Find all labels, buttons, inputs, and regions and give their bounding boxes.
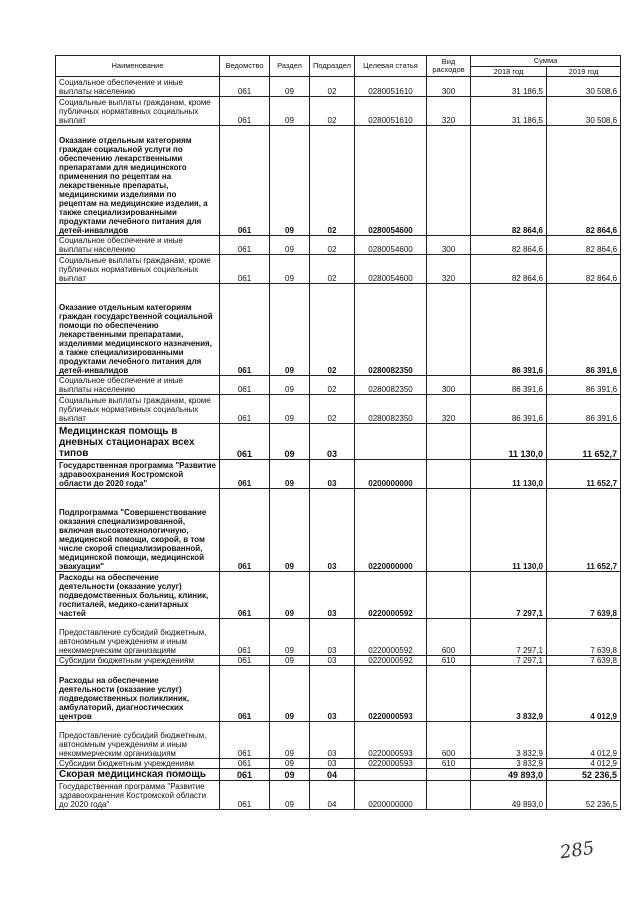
cell-subsection: 02 bbox=[310, 376, 355, 395]
cell-exp-type: 610 bbox=[427, 656, 471, 666]
cell-dept: 061 bbox=[220, 97, 270, 126]
cell-name: Оказание отдельным категориям граждан социальной услуги по обеспечению лекарственными препаратами для медицинского применения по рецептам на лекарственные препараты, медицинскими изделиями по рецептам на медицинские изделия, а также специализированными продуктами лечебного питания для детей-инвалидов bbox=[56, 126, 220, 236]
cell-name: Предоставление субсидий бюджетным, автономным учреждениям и иным некоммерческим организациям bbox=[56, 619, 220, 656]
cell-section: 09 bbox=[270, 572, 310, 619]
cell-target: 0280082350 bbox=[355, 284, 427, 376]
budget-table bbox=[55, 55, 621, 810]
table-row bbox=[56, 126, 621, 236]
cell-subsection: 04 bbox=[310, 769, 355, 781]
table-row bbox=[56, 666, 621, 722]
cell-exp-type bbox=[427, 424, 471, 460]
cell-target: 0220000000 bbox=[355, 489, 427, 572]
cell-section: 09 bbox=[270, 460, 310, 489]
cell-subsection: 03 bbox=[310, 666, 355, 722]
cell-name: Медицинская помощь в дневных стационарах всех типов bbox=[56, 424, 220, 460]
cell-sum-2019: 7 639,8 bbox=[547, 656, 621, 666]
cell-name: Социальное обеспечение и иные выплаты населению bbox=[56, 236, 220, 255]
table-row bbox=[56, 236, 621, 255]
header-section: Раздел bbox=[270, 56, 310, 77]
cell-subsection: 02 bbox=[310, 97, 355, 126]
cell-target: 0280082350 bbox=[355, 395, 427, 424]
cell-exp-type: 610 bbox=[427, 759, 471, 769]
table-row bbox=[56, 376, 621, 395]
cell-target: 0220000593 bbox=[355, 759, 427, 769]
cell-dept: 061 bbox=[220, 126, 270, 236]
cell-section: 09 bbox=[270, 666, 310, 722]
table-row bbox=[56, 424, 621, 460]
table-row bbox=[56, 656, 621, 666]
cell-name: Подпрограмма "Совершенствование оказания специализированной, включая высокотехнологичную, медицинской помощи, скорой, в том числе скорой специализированной, медицинской помощи, медицинской эвакуации" bbox=[56, 489, 220, 572]
cell-sum-2019: 4 012,9 bbox=[547, 759, 621, 769]
header-sum: Сумма bbox=[471, 56, 621, 67]
cell-subsection: 04 bbox=[310, 781, 355, 810]
cell-section: 09 bbox=[270, 781, 310, 810]
cell-subsection: 03 bbox=[310, 722, 355, 759]
cell-dept: 061 bbox=[220, 666, 270, 722]
cell-exp-type bbox=[427, 666, 471, 722]
cell-sum-2019: 30 508,6 bbox=[547, 77, 621, 97]
cell-dept: 061 bbox=[220, 284, 270, 376]
cell-section: 09 bbox=[270, 255, 310, 284]
cell-section: 09 bbox=[270, 376, 310, 395]
cell-section: 09 bbox=[270, 284, 310, 376]
header-subsection: Подраздел bbox=[310, 56, 355, 77]
cell-name: Социальные выплаты гражданам, кроме публичных нормативных социальных выплат bbox=[56, 255, 220, 284]
cell-sum-2018: 11 130,0 bbox=[471, 460, 547, 489]
table-row bbox=[56, 395, 621, 424]
cell-target: 0200000000 bbox=[355, 781, 427, 810]
cell-sum-2018: 3 832,9 bbox=[471, 666, 547, 722]
cell-name: Социальные выплаты гражданам, кроме публичных нормативных социальных выплат bbox=[56, 395, 220, 424]
header-dept: Ведомство bbox=[220, 56, 270, 77]
cell-sum-2019: 82 864,6 bbox=[547, 126, 621, 236]
table-row bbox=[56, 769, 621, 781]
cell-dept: 061 bbox=[220, 236, 270, 255]
header-name: Наименование bbox=[56, 56, 220, 77]
cell-exp-type: 300 bbox=[427, 236, 471, 255]
cell-dept: 061 bbox=[220, 424, 270, 460]
cell-target: 0280054600 bbox=[355, 126, 427, 236]
cell-section: 09 bbox=[270, 97, 310, 126]
cell-sum-2018: 7 297,1 bbox=[471, 656, 547, 666]
cell-sum-2019: 4 012,9 bbox=[547, 666, 621, 722]
cell-sum-2018: 86 391,6 bbox=[471, 395, 547, 424]
cell-sum-2018: 11 130,0 bbox=[471, 489, 547, 572]
cell-dept: 061 bbox=[220, 255, 270, 284]
cell-name: Государственная программа "Развитие здравоохранения Костромской области до 2020 года" bbox=[56, 460, 220, 489]
cell-name: Социальные выплаты гражданам, кроме публичных нормативных социальных выплат bbox=[56, 97, 220, 126]
cell-sum-2018: 3 832,9 bbox=[471, 759, 547, 769]
cell-target: 0220000593 bbox=[355, 666, 427, 722]
cell-target: 0220000592 bbox=[355, 619, 427, 656]
cell-sum-2019: 86 391,6 bbox=[547, 376, 621, 395]
table-row bbox=[56, 489, 621, 572]
cell-sum-2018: 31 186,5 bbox=[471, 77, 547, 97]
table-row bbox=[56, 759, 621, 769]
table-row bbox=[56, 77, 621, 97]
cell-name: Оказание отдельным категориям граждан государственной социальной помощи по обеспечению лекарственными препаратами, изделиями медицинского назначения, а также специализированными продуктами лечебного питания для детей-инвалидов bbox=[56, 284, 220, 376]
cell-sum-2019: 4 012,9 bbox=[547, 722, 621, 759]
cell-target: 0280054600 bbox=[355, 255, 427, 284]
cell-sum-2019: 11 652,7 bbox=[547, 424, 621, 460]
cell-dept: 061 bbox=[220, 460, 270, 489]
header-year-2018: 2018 год bbox=[471, 67, 547, 77]
cell-subsection: 03 bbox=[310, 460, 355, 489]
cell-sum-2019: 82 864,6 bbox=[547, 236, 621, 255]
cell-sum-2018: 82 864,6 bbox=[471, 255, 547, 284]
cell-exp-type bbox=[427, 284, 471, 376]
cell-subsection: 02 bbox=[310, 395, 355, 424]
cell-name: Расходы на обеспечение деятельности (оказание услуг) подведомственных поликлиник, амбулаторий, диагностических центров bbox=[56, 666, 220, 722]
cell-section: 09 bbox=[270, 722, 310, 759]
budget-table-sheet bbox=[55, 55, 620, 810]
cell-exp-type bbox=[427, 781, 471, 810]
cell-target: 0280051610 bbox=[355, 97, 427, 126]
cell-dept: 061 bbox=[220, 376, 270, 395]
cell-section: 09 bbox=[270, 769, 310, 781]
cell-exp-type: 600 bbox=[427, 722, 471, 759]
cell-sum-2019: 52 236,5 bbox=[547, 781, 621, 810]
table-row bbox=[56, 572, 621, 619]
cell-sum-2018: 31 186,5 bbox=[471, 97, 547, 126]
cell-sum-2019: 86 391,6 bbox=[547, 284, 621, 376]
cell-sum-2019: 52 236,5 bbox=[547, 769, 621, 781]
cell-dept: 061 bbox=[220, 77, 270, 97]
cell-subsection: 02 bbox=[310, 77, 355, 97]
cell-section: 09 bbox=[270, 77, 310, 97]
cell-sum-2018: 82 864,6 bbox=[471, 236, 547, 255]
cell-subsection: 03 bbox=[310, 656, 355, 666]
cell-sum-2018: 49 893,0 bbox=[471, 781, 547, 810]
cell-section: 09 bbox=[270, 236, 310, 255]
header-year-2019: 2019 год bbox=[547, 67, 621, 77]
cell-target bbox=[355, 769, 427, 781]
cell-exp-type: 600 bbox=[427, 619, 471, 656]
cell-dept: 061 bbox=[220, 722, 270, 759]
cell-name: Социальное обеспечение и иные выплаты населению bbox=[56, 376, 220, 395]
cell-subsection: 03 bbox=[310, 759, 355, 769]
cell-sum-2019: 82 864,6 bbox=[547, 255, 621, 284]
cell-dept: 061 bbox=[220, 656, 270, 666]
cell-exp-type bbox=[427, 769, 471, 781]
cell-target: 0200000000 bbox=[355, 460, 427, 489]
cell-sum-2018: 82 864,6 bbox=[471, 126, 547, 236]
cell-sum-2018: 3 832,9 bbox=[471, 722, 547, 759]
cell-section: 09 bbox=[270, 489, 310, 572]
table-row bbox=[56, 255, 621, 284]
cell-name: Социальное обеспечение и иные выплаты населению bbox=[56, 77, 220, 97]
cell-sum-2018: 86 391,6 bbox=[471, 284, 547, 376]
cell-exp-type: 320 bbox=[427, 255, 471, 284]
cell-sum-2019: 7 639,8 bbox=[547, 619, 621, 656]
cell-subsection: 03 bbox=[310, 619, 355, 656]
table-row bbox=[56, 781, 621, 810]
cell-subsection: 03 bbox=[310, 424, 355, 460]
cell-section: 09 bbox=[270, 656, 310, 666]
cell-sum-2019: 11 652,7 bbox=[547, 460, 621, 489]
cell-name: Субсидии бюджетным учреждениям bbox=[56, 656, 220, 666]
cell-sum-2018: 7 297,1 bbox=[471, 572, 547, 619]
cell-dept: 061 bbox=[220, 769, 270, 781]
table-row bbox=[56, 97, 621, 126]
cell-sum-2018: 86 391,6 bbox=[471, 376, 547, 395]
cell-sum-2018: 7 297,1 bbox=[471, 619, 547, 656]
cell-name: Расходы на обеспечение деятельности (оказание услуг) подведомственных больниц, клиник, госпиталей, медико-санитарных частей bbox=[56, 572, 220, 619]
cell-dept: 061 bbox=[220, 781, 270, 810]
cell-subsection: 02 bbox=[310, 236, 355, 255]
cell-dept: 061 bbox=[220, 619, 270, 656]
cell-target bbox=[355, 424, 427, 460]
cell-dept: 061 bbox=[220, 489, 270, 572]
cell-sum-2019: 86 391,6 bbox=[547, 395, 621, 424]
cell-sum-2018: 11 130,0 bbox=[471, 424, 547, 460]
cell-name: Государственная программа "Развитие здравоохранения Костромской области до 2020 года" bbox=[56, 781, 220, 810]
cell-section: 09 bbox=[270, 424, 310, 460]
cell-target: 0220000592 bbox=[355, 572, 427, 619]
table-row bbox=[56, 619, 621, 656]
cell-subsection: 02 bbox=[310, 255, 355, 284]
cell-exp-type: 320 bbox=[427, 395, 471, 424]
cell-exp-type bbox=[427, 489, 471, 572]
table-row bbox=[56, 284, 621, 376]
cell-exp-type bbox=[427, 572, 471, 619]
cell-subsection: 02 bbox=[310, 284, 355, 376]
cell-section: 09 bbox=[270, 619, 310, 656]
cell-exp-type bbox=[427, 126, 471, 236]
cell-dept: 061 bbox=[220, 572, 270, 619]
cell-target: 0220000592 bbox=[355, 656, 427, 666]
cell-dept: 061 bbox=[220, 759, 270, 769]
cell-dept: 061 bbox=[220, 395, 270, 424]
cell-sum-2019: 30 508,6 bbox=[547, 97, 621, 126]
cell-sum-2019: 7 639,8 bbox=[547, 572, 621, 619]
cell-subsection: 03 bbox=[310, 572, 355, 619]
cell-exp-type: 300 bbox=[427, 77, 471, 97]
cell-name: Субсидии бюджетным учреждениям bbox=[56, 759, 220, 769]
cell-subsection: 03 bbox=[310, 489, 355, 572]
cell-target: 0280054600 bbox=[355, 236, 427, 255]
cell-name: Скорая медицинская помощь bbox=[56, 769, 220, 781]
cell-name: Предоставление субсидий бюджетным, автономным учреждениям и иным некоммерческим организациям bbox=[56, 722, 220, 759]
cell-exp-type: 320 bbox=[427, 97, 471, 126]
cell-target: 0280082350 bbox=[355, 376, 427, 395]
table-row bbox=[56, 460, 621, 489]
cell-section: 09 bbox=[270, 395, 310, 424]
cell-target: 0220000593 bbox=[355, 722, 427, 759]
table-row bbox=[56, 722, 621, 759]
cell-exp-type: 300 bbox=[427, 376, 471, 395]
cell-sum-2018: 49 893,0 bbox=[471, 769, 547, 781]
cell-subsection: 02 bbox=[310, 126, 355, 236]
header-target: Целевая статья bbox=[355, 56, 427, 77]
cell-exp-type bbox=[427, 460, 471, 489]
cell-target: 0280051610 bbox=[355, 77, 427, 97]
cell-section: 09 bbox=[270, 126, 310, 236]
cell-sum-2019: 11 652,7 bbox=[547, 489, 621, 572]
header-exp-type: Вид расходов bbox=[427, 56, 471, 77]
page-number: 285 bbox=[558, 837, 596, 864]
budget-table-body bbox=[56, 77, 621, 810]
cell-section: 09 bbox=[270, 759, 310, 769]
